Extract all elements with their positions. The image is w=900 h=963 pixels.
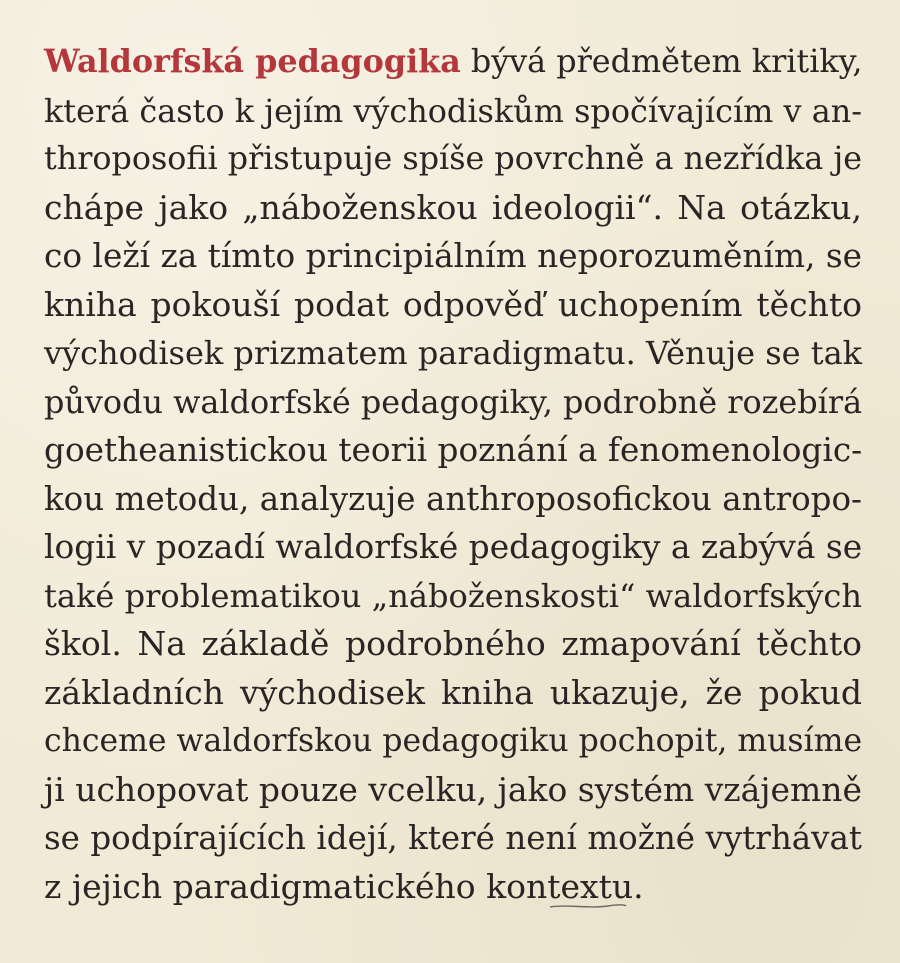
blurb-line-5: co leží za tímto principiálním neporozuměním, se <box>44 237 863 275</box>
blurb-line-13: škol. Na základě podrobného zmapování těchto <box>44 624 862 663</box>
blurb-line-6: kniha pokouší podat odpověď uchopením těchto <box>44 284 862 324</box>
blurb-line-12: také problematikou „náboženskosti“ waldorfských <box>44 576 862 615</box>
blurb-line-11: logii v pozadí waldorfské pedagogiky a zabývá se <box>44 528 863 566</box>
blurb-line-2: která často k jejím východiskům spočívajícím v an- <box>44 91 862 130</box>
pen-underline-mark <box>548 895 628 915</box>
blurb-line-14: základních východisek kniha ukazuje, že pokud <box>44 672 862 712</box>
blurb-line-17: se podpírajících idejí, které není možné vytrhávat <box>44 819 862 857</box>
blurb-line-8: původu waldorfské pedagogiky, podrobně rozebírá <box>44 382 863 421</box>
blurb-line-3: throposofii přistupuje spíše povrchně a nezřídka je <box>44 141 863 177</box>
blurb-line-4: chápe jako „náboženskou ideologii“. Na otázku, <box>44 187 862 227</box>
blurb-line-16: ji uchopovat pouze vcelku, jako systém vzájemně <box>44 769 863 809</box>
blurb-line-9: goetheanistickou teorii poznání a fenomenologic- <box>44 431 863 469</box>
blurb-line-10: kou metodu, analyzuje anthroposofickou antropo- <box>44 479 862 518</box>
blurb-line-1 <box>44 38 862 87</box>
blurb-line-1-text: bývá předmětem kritiky, <box>460 43 863 80</box>
blurb-lead-title: Waldorfská pedagogika <box>44 43 461 80</box>
blurb-line-7: východisek prizmatem paradigmatu. Věnuje se tak <box>44 334 862 372</box>
book-blurb <box>44 38 862 911</box>
blurb-line-15: chceme waldorfskou pedagogiku pochopit, musíme <box>44 723 863 759</box>
blurb-line-18: z jejich paradigmatického kontextu. <box>44 866 644 906</box>
